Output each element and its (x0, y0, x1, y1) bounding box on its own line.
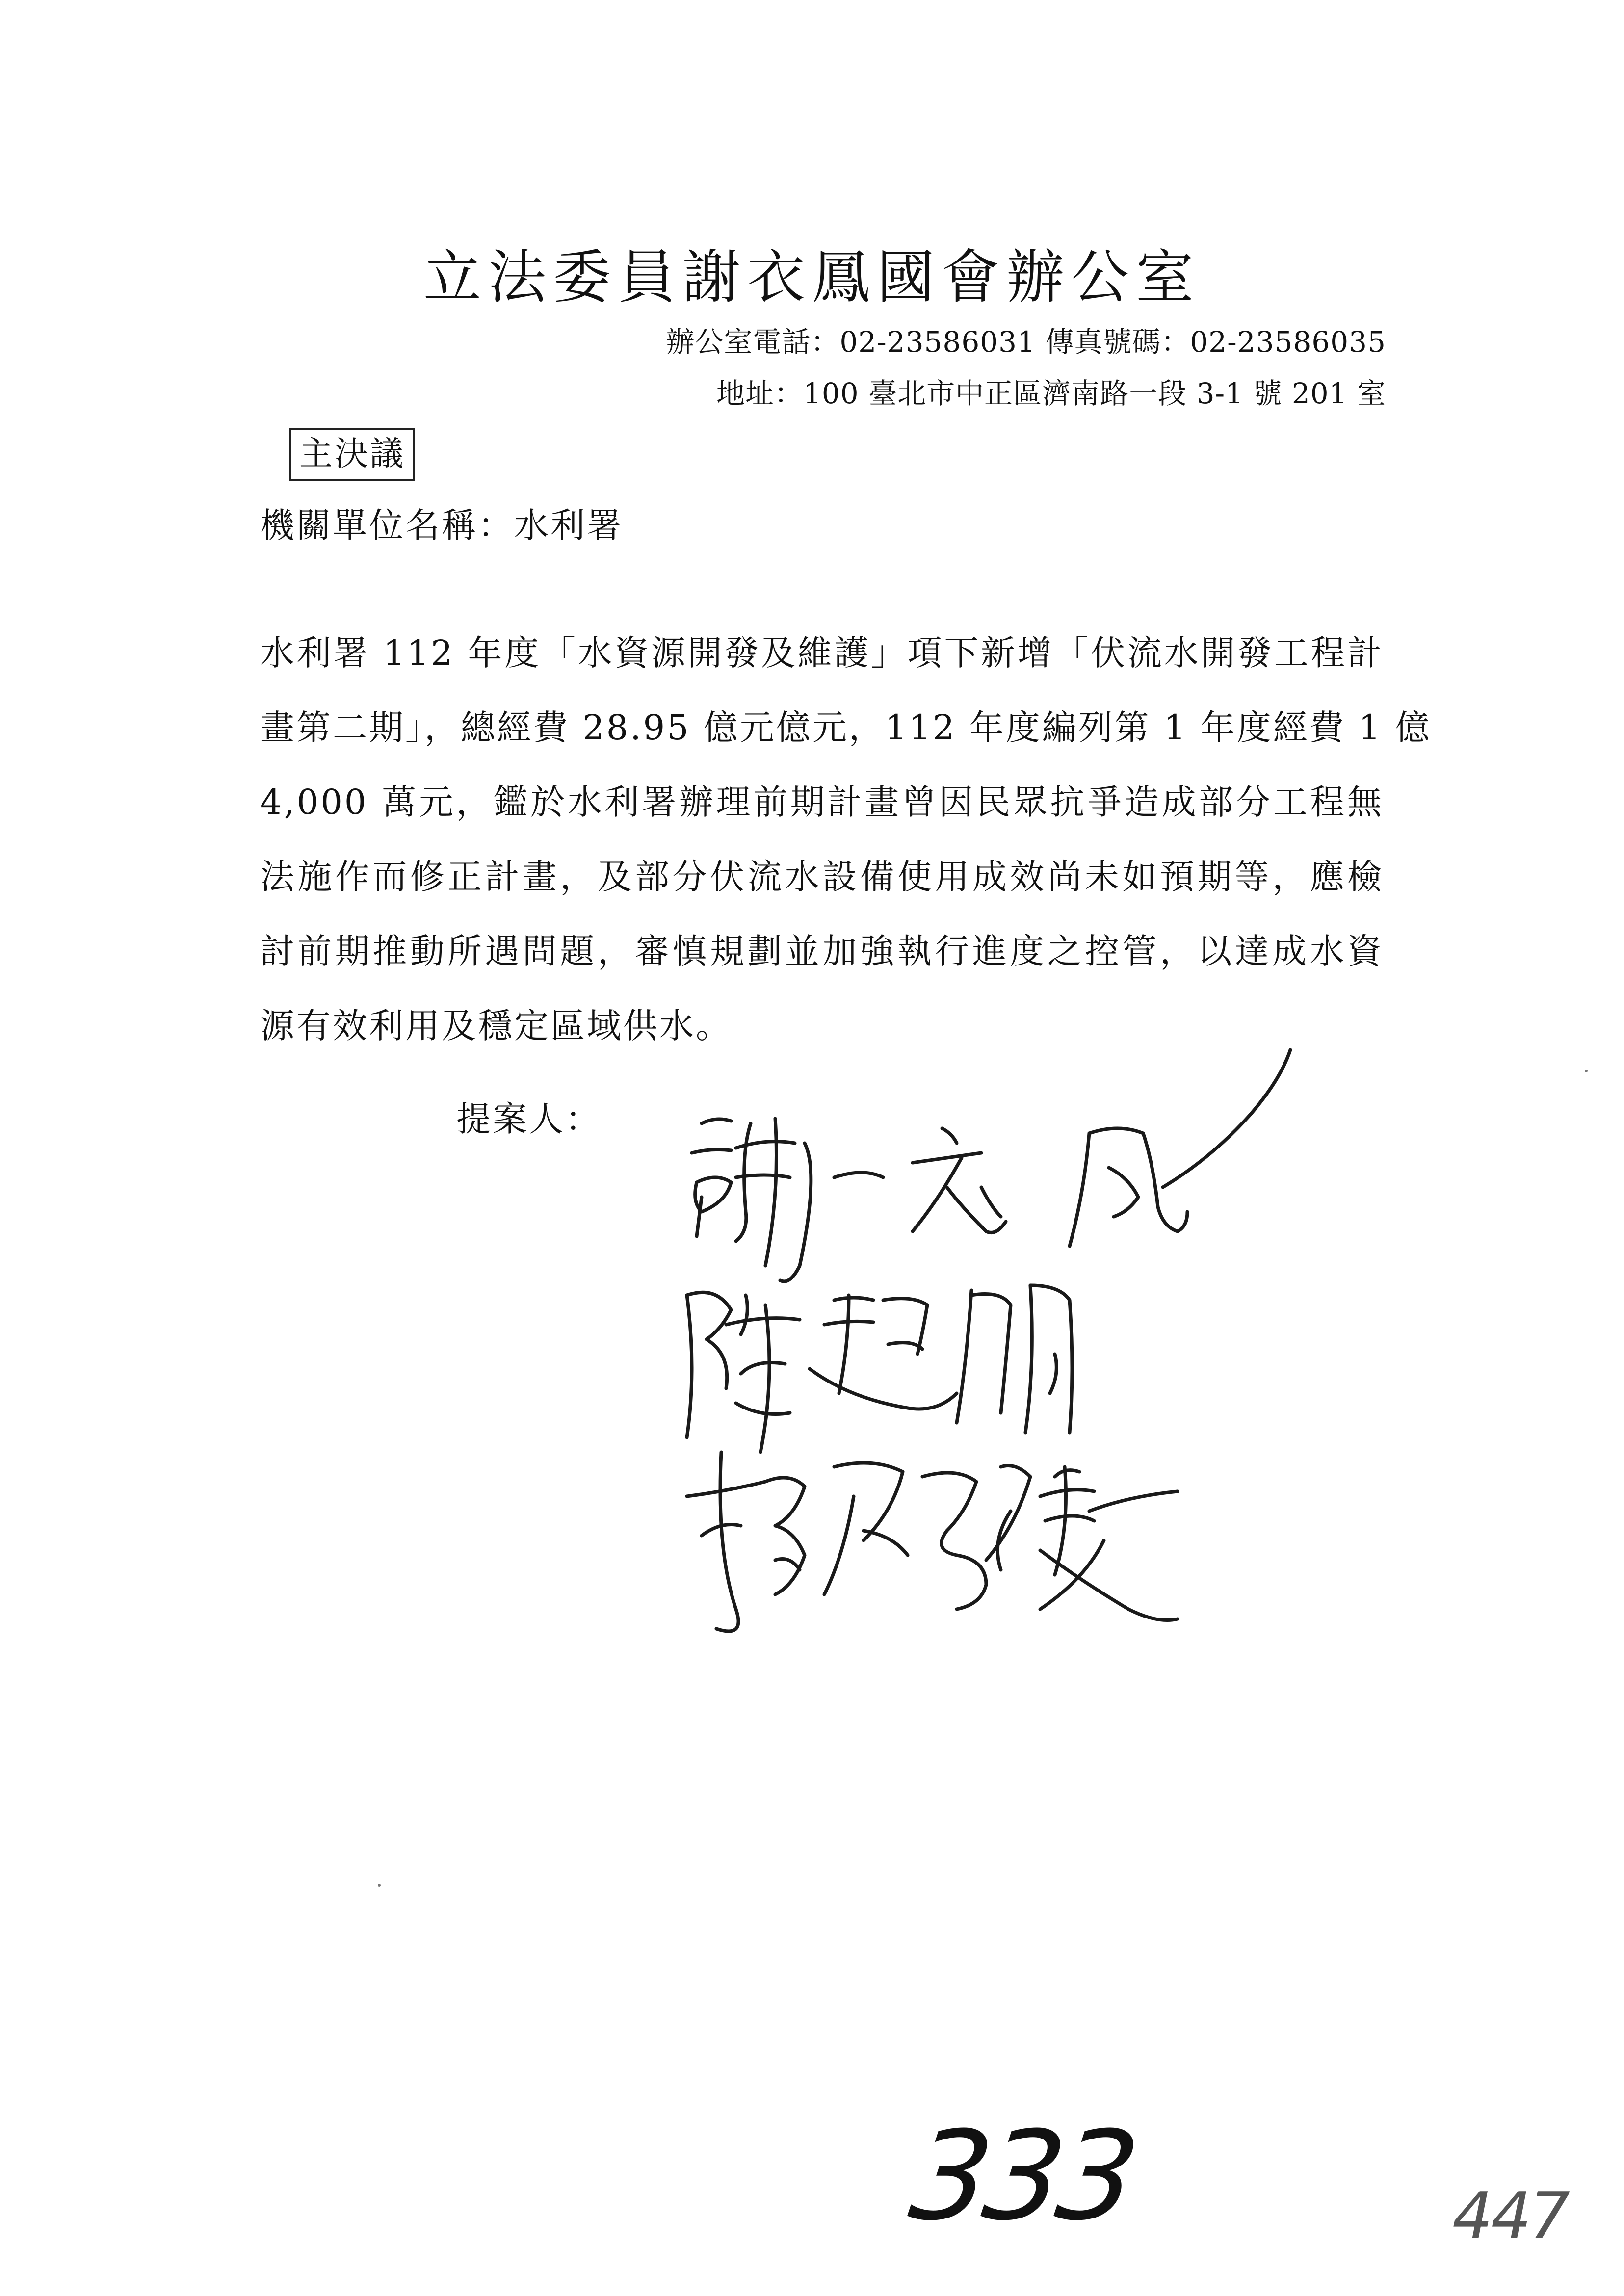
body-line: 畫第二期」，總經費 28.95 億元億元，112 年度編列第 1 年度經費 1 億 (260, 707, 1432, 748)
body-line: 源有效利用及穩定區域供水。 (260, 1006, 732, 1046)
contact-phone-fax: 辦公室電話：02-23586031 傳真號碼：02-23586035 (666, 325, 1386, 359)
agency-name-line: 機關單位名稱：水利署 (260, 505, 623, 546)
signature-2 (687, 1285, 1072, 1452)
resolution-type-tag: 主決議 (289, 428, 415, 481)
scan-speck (378, 1884, 381, 1887)
contact-address: 地址：100 臺北市中正區濟南路一段 3-1 號 201 室 (716, 377, 1386, 410)
body-line: 4,000 萬元，鑑於水利署辦理前期計畫曾因民眾抗爭造成部分工程無 (260, 782, 1384, 822)
body-line: 水利署 112 年度「水資源開發及維護」項下新增「伏流水開發工程計 (260, 633, 1384, 673)
proposer-label: 提案人： (456, 1099, 602, 1139)
signature-1 (692, 1050, 1290, 1281)
body-line: 法施作而修正計畫，及部分伏流水設備使用成效尚未如預期等，應檢 (260, 857, 1384, 897)
resolution-body (260, 616, 1432, 1063)
office-title: 立法委員謝衣鳳國會辦公室 (423, 243, 1201, 311)
handwritten-page-number: 447 (1452, 2178, 1569, 2253)
handwritten-stamp-number: 333 (902, 2105, 1142, 2247)
scan-speck (1585, 1070, 1588, 1072)
body-line: 討前期推動所遇問題，審慎規劃並加強執行進度之控管，以達成水資 (260, 931, 1384, 971)
signature-3 (687, 1452, 1178, 1631)
